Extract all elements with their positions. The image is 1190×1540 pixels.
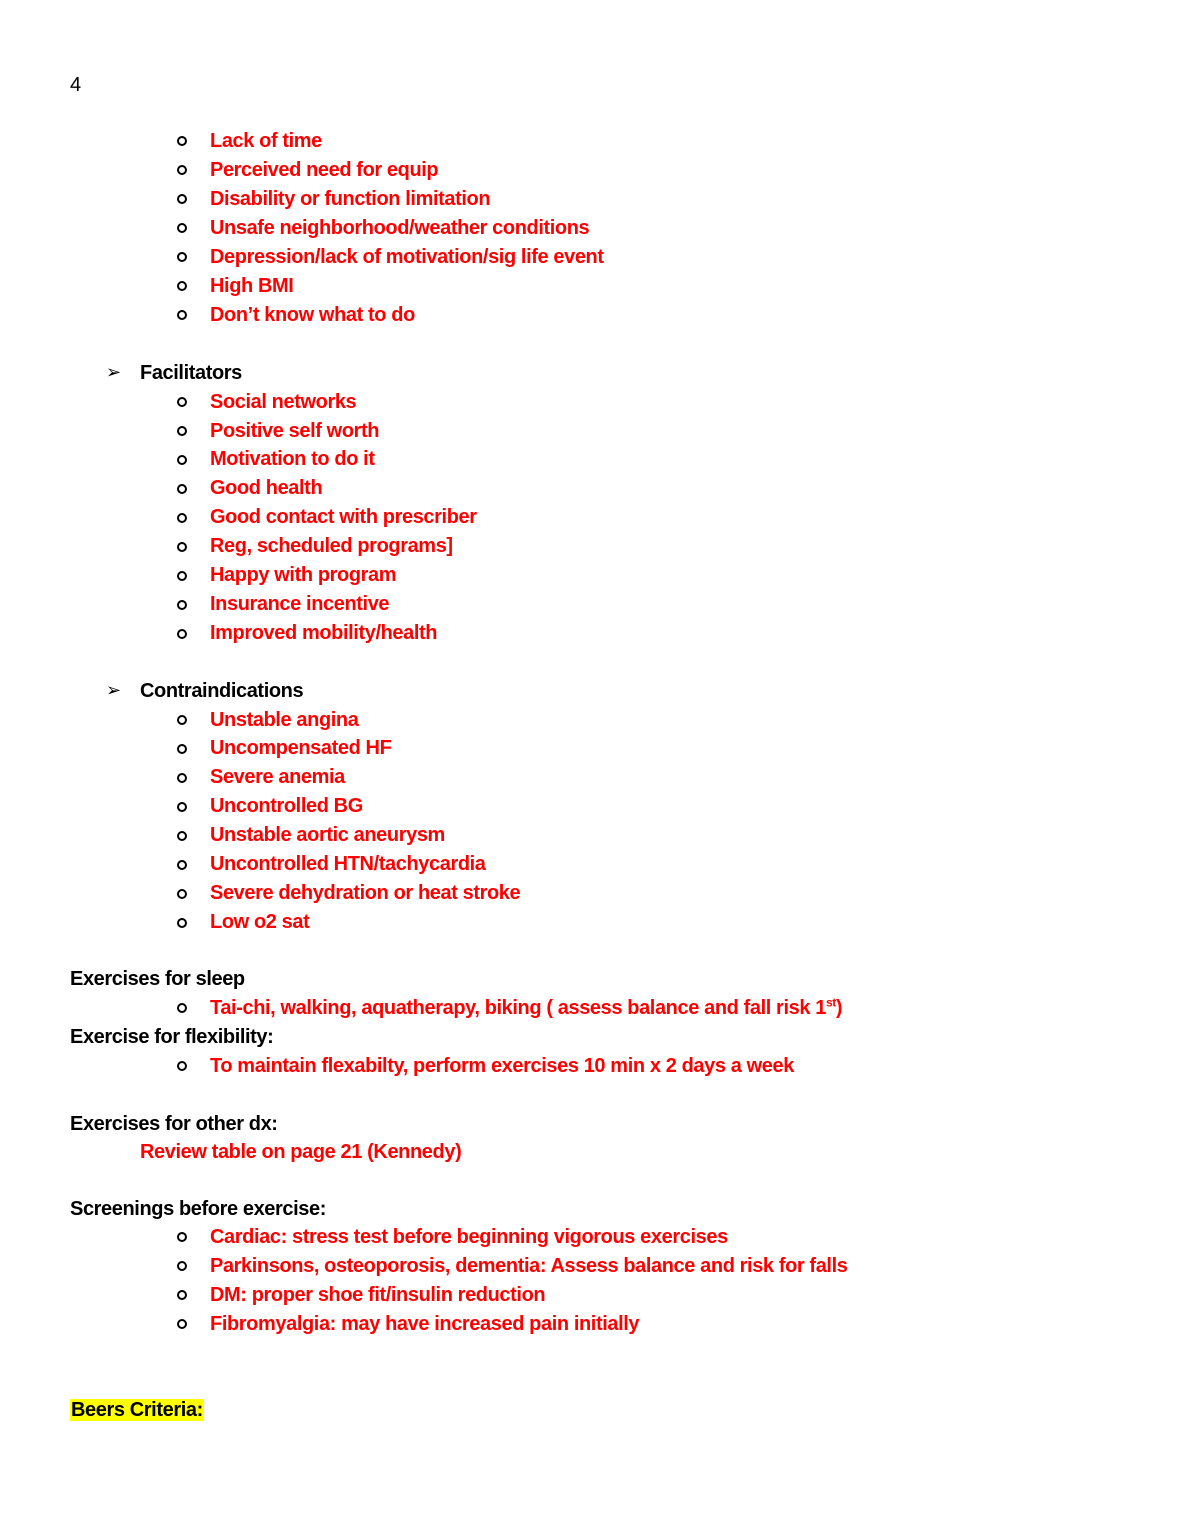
list-item: Low o2 sat (210, 911, 310, 933)
list-item: DM: proper shoe fit/insulin reduction (210, 1284, 546, 1306)
bullet-icon (177, 1261, 187, 1271)
list-item: Good health (210, 477, 323, 499)
screenings-heading: Screenings before exercise: (70, 1198, 326, 1220)
sleep-item-end: ) (835, 997, 843, 1019)
list-item: Lack of time (210, 130, 322, 152)
sleep-item-text: Tai-chi, walking, aquatherapy, biking ( assess balance and fall risk 1 (210, 997, 826, 1019)
other-dx-heading: Exercises for other dx: (70, 1113, 278, 1135)
list-item: To maintain flexabilty, perform exercises 10 min x 2 days a week (210, 1055, 794, 1077)
list-item: Uncompensated HF (210, 737, 392, 759)
sleep-heading: Exercises for sleep (70, 968, 245, 990)
bullet-icon (177, 136, 187, 146)
bullet-icon (177, 310, 187, 320)
flexibility-heading: Exercise for flexibility: (70, 1026, 274, 1048)
bullet-icon (177, 194, 187, 204)
bullet-icon (177, 802, 187, 812)
list-item: Cardiac: stress test before beginning vigorous exercises (210, 1226, 728, 1248)
bullet-icon (177, 744, 187, 754)
bullet-icon (177, 918, 187, 928)
contraindications-heading: Contraindications (140, 680, 304, 702)
bullet-icon (177, 426, 187, 436)
bullet-icon (177, 571, 187, 581)
list-item: Good contact with prescriber (210, 506, 477, 528)
list-item: Unsafe neighborhood/weather conditions (210, 217, 590, 239)
beers-criteria-highlight: Beers Criteria: (71, 1399, 203, 1421)
list-item: Uncontrolled BG (210, 795, 363, 817)
list-item: Disability or function limitation (210, 188, 491, 210)
beers-criteria-heading (70, 1398, 204, 1422)
bullet-icon (177, 397, 187, 407)
list-item (210, 996, 842, 1020)
bullet-icon (177, 1290, 187, 1300)
bullet-icon (177, 1003, 187, 1013)
bullet-icon (177, 165, 187, 175)
bullet-icon (177, 484, 187, 494)
list-item: Uncontrolled HTN/tachycardia (210, 853, 486, 875)
other-dx-note: Review table on page 21 (Kennedy) (140, 1141, 462, 1163)
list-item: Fibromyalgia: may have increased pain initially (210, 1313, 640, 1335)
bullet-icon (177, 1319, 187, 1329)
list-item: Unstable angina (210, 709, 359, 731)
bullet-icon (177, 1061, 187, 1071)
list-item: Unstable aortic aneurysm (210, 824, 445, 846)
page-number: 4 (70, 74, 82, 96)
list-item: Improved mobility/health (210, 622, 438, 644)
sleep-item-superscript: st (825, 995, 836, 1010)
list-item: Depression/lack of motivation/sig life event (210, 246, 604, 268)
list-item: Social networks (210, 391, 357, 413)
list-item: Insurance incentive (210, 593, 390, 615)
bullet-icon (177, 629, 187, 639)
list-item: Reg, scheduled programs] (210, 535, 453, 557)
list-item: High BMI (210, 275, 294, 297)
list-item: Perceived need for equip (210, 159, 439, 181)
list-item: Severe anemia (210, 766, 345, 788)
arrowhead-bullet-icon: ➢ (106, 362, 122, 382)
bullet-icon (177, 513, 187, 523)
bullet-icon (177, 860, 187, 870)
list-item: Positive self worth (210, 420, 380, 442)
list-item: Don’t know what to do (210, 304, 415, 326)
list-item: Severe dehydration or heat stroke (210, 882, 521, 904)
bullet-icon (177, 281, 187, 291)
bullet-icon (177, 542, 187, 552)
bullet-icon (177, 600, 187, 610)
bullet-icon (177, 223, 187, 233)
arrowhead-bullet-icon: ➢ (106, 680, 122, 700)
list-item: Happy with program (210, 564, 397, 586)
list-item: Motivation to do it (210, 448, 375, 470)
bullet-icon (177, 715, 187, 725)
list-item: Parkinsons, osteoporosis, dementia: Assess balance and risk for falls (210, 1255, 848, 1277)
bullet-icon (177, 831, 187, 841)
bullet-icon (177, 455, 187, 465)
bullet-icon (177, 1232, 187, 1242)
bullet-icon (177, 773, 187, 783)
bullet-icon (177, 252, 187, 262)
bullet-icon (177, 889, 187, 899)
facilitators-heading: Facilitators (140, 362, 242, 384)
